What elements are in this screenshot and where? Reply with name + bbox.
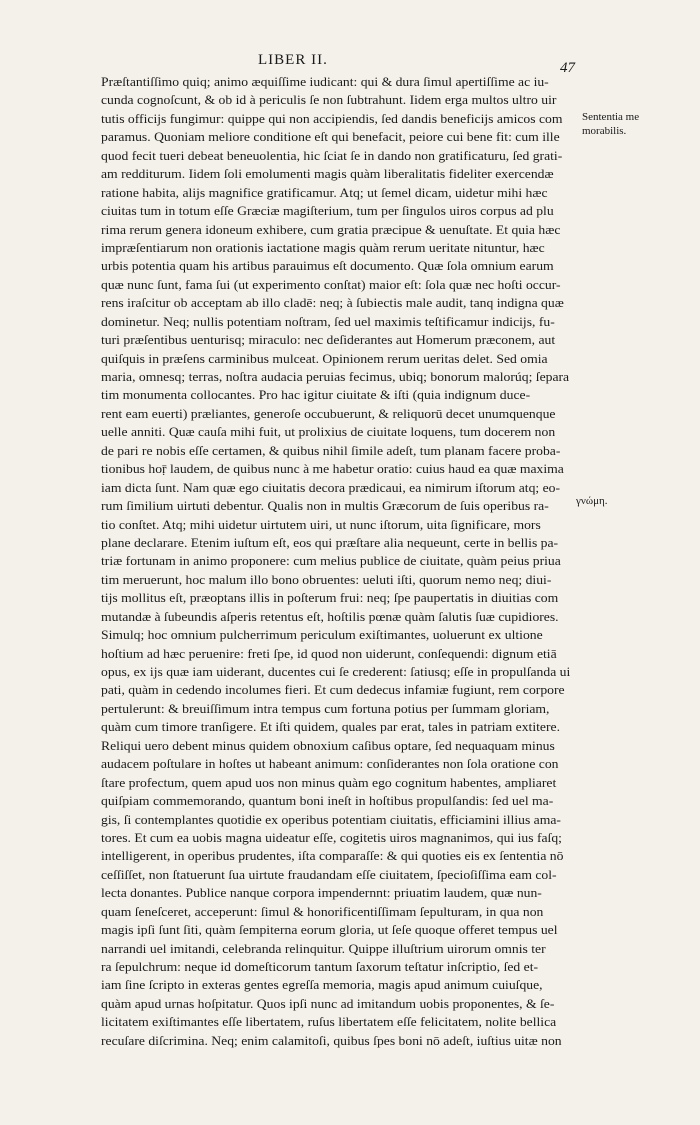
text-line: ratione habita, alijs magnifice gratificamur. Atq; ut ſemel dicam, uidetur mihi hæc [101,185,548,200]
text-line: lecta donantes. Publice nanque corpora impendernnt: priuatim laudem, quæ nun- [101,886,542,901]
margin-note-sententia [582,110,662,138]
margin-note-greek: γνώμη. [576,495,608,507]
text-line: uelle anniti. Quæ cauſa mihi fuit, ut prolixius de ciuitate loquens, tum docerem non [101,425,556,440]
text-line: maria, omnesq; terras, noſtra audacia peruias fecimus, ubiq; bonorum malorúq; ſepara [101,370,570,384]
text-line: paramus. Quoniam meliore conditione eſt qui benefacit, peiore cui bene fit: cum ille [101,130,560,145]
text-line: quæ nunc ſunt, fama ſui (ut experimento conſtat) maior eſt: ſola quæ nec hoſti occur- [101,277,561,292]
text-line: tio conſtet. Atq; mihi uidetur uirtutem uiri, ut nunc iſtorum, uita ſignificare, mors [101,517,541,532]
text-line: iam dicta ſunt. Nam quæ ego ciuitatis decora prædicaui, ea nimirum iſtorum atq; eo- [101,480,561,495]
text-line: pertulerunt: & breuiſſimum intra tempus cum fortuna potius per ſummam gloriam, [101,701,550,716]
text-line: tutis officijs fungimur: quippe qui non accipiendis, ſed dandis beneficijs amicos com [101,111,563,126]
text-line: pati, quàm in cedendo incolumes fieri. Et cum dedecus infamiæ fugiunt, rem corpore [101,683,565,698]
text-line: ceſſiſſet, non ſtatuerunt ſua uirtute fraudandam eſſe ciuitatem, ſpecioſiſſima eam col- [101,867,557,882]
text-line: narrandi uel imitandi, celebranda relinquitur. Quippe illuſtrium uirorum omnis ter [101,941,546,956]
text-line: triæ fortunam in animo proponere: cum melius publice de ciuitate, quàm peius priua [101,554,561,569]
text-line: magis ipſi ſunt ſiti, quàm ſempiterna eorum gloria, ut ſeſe quoque offeret tempus uel [101,923,558,938]
text-line: tijs mollitus eſt, præoptans illis in poſterum frui: neq; ſpe paupertatis in diuitias com [101,591,559,606]
text-line: audacem poſtulare in hoſtes ut habeant animum: conſiderantes non ſola oratione con [101,757,559,772]
text-line: ra ſepulchrum: neque id domeſticorum tantum ſaxorum teſtatur inſcriptio, ſed et- [101,960,539,974]
text-line: tim meruerunt, hoc malum illo bono obruentes: ueluti iſti, quorum nemo neq; diui- [101,572,552,587]
text-line: quam ſeneſceret, acceperunt: ſimul & honorificentiſſimam ſepulturam, in qua non [101,904,544,919]
text-line: gis, ſi contemplantes quotidie ex operibus potentiam ciuitatis, efficiamini illius ama- [101,812,561,827]
text-line: impræſentiarum non orationis iactatione magis quàm rerum ueritate nituntur, hæc [101,240,545,255]
text-line: tionibus hoṝ laudem, de quibus nunc à me habetur oratio: cuius haud ea quæ maxima [101,462,564,477]
text-line: rima rerum genera idoneum exhibere, cum gratia præcipue & uenuſtate. Et quia hæc [101,222,561,237]
text-line: am redditurum. Iidem ſoli emolumenti magis quàm liberalitatis fideliter exercendæ [101,167,554,182]
text-line: quod fecit tueri debeat beneuolentia, hic ſciat ſe in dando non gratificaturu, ſed grati- [101,148,563,163]
running-head: LIBER II. [258,52,328,68]
margin-note-line: Sententia me [582,111,640,123]
text-line: quàm apud urnas hoſpitatur. Quos ipſi nunc ad imitandum uobis proponentes, & ſe- [101,996,555,1011]
text-line: mutandæ à ſubeundis aſperis retentus eſt, hoſtilis pœnæ quàm ſalutis ſuæ cupidiores. [101,609,559,624]
text-line: plane declarare. Etenim iuſtum eſt, eos qui præſtare alia nequeunt, certe in bellis pa- [101,535,559,550]
text-line: dominetur. Neq; nullis potentiam noſtram, ſed uel maximis teſtificamur indicijs, fu- [101,314,555,329]
text-line: Præſtantiſſimo quiq; animo æquiſſime iudicant: qui & dura ſimul apertiſſime ac iu- [101,75,549,89]
page-header [0,52,700,74]
text-line: Reliqui uero debent minus quidem obnoxium caſibus optare, ſed nequaquam minus [101,738,555,753]
text-line: licitatem exiſtimantes eſſe libertatem, ruſus libertatem eſſe felicitatem, nolite bellica [101,1015,557,1030]
text-line: de pari re nobis eſſe certamen, & quibus nihil ſimile adeſt, tum planam facere proba- [101,443,561,458]
text-line: rens iraſcitur ob acceptam ab illo cladē: neq; à ſubiectis male audit, tanq indigna quæ [101,296,564,311]
text-line: rent eam euerti) præliantes, generoſe occubuerunt, & reliquorū decet unumquenque [101,406,556,421]
text-line: quiſquis in præſens carminibus mulceat. Opinionem rerum ueritas delet. Sed omia [101,351,548,366]
text-line: cunda cognoſcunt, & ob id à periculis ſe non ſubtrahunt. Iidem erga multos ultro uir [101,93,557,108]
text-line: turi præſentibus uenturisq; miraculo: nec deſiderantes aut Homerum præconem, aut [101,333,556,348]
text-line: intelligerent, in operibus prudentes, iſta comparaſſe: & qui quoties eis ex ſententia nō [101,849,564,864]
text-line: ſtare profectum, quem apud uos non minus quàm ego cognitum habentes, ampliaret [101,775,557,790]
text-line: Simulq; hoc omnium pulcherrimum periculum exiſtimantes, uoluerunt ex ultione [101,628,543,643]
text-line: tim monumenta collocantes. Pro hac igitur ciuitate & iſti (quia indignum duce- [101,388,531,403]
text-line: recuſare diſcrimina. Neq; enim calamitoſi, quibus ſpes boni nō adeſt, iuſtius uitæ non [101,1033,562,1048]
text-line: rum ſimilium uirtuti debentur. Qualis non in multis Græcorum de ſuis operibus ra- [101,499,549,514]
margin-note-line: morabilis. [582,125,627,137]
text-line: opus, ex ijs quæ iam uiderant, ducentes cui ſe crederent: ſatiusq; eſſe in propulſanda ui [101,665,571,679]
text-line: quàm cum timore tranſigere. Et iſti quidem, quales par erat, tales in patriam extitere. [101,720,561,735]
text-line: hoſtium ad hæc peruenire: freti ſpe, id quod non uiderunt, conſequendi: dignum etiā [101,646,557,661]
body-text [101,73,575,1050]
text-line: quiſpiam commemorando, quantum boni ineſt in hoſtibus propulſandis: ſed uel ma- [101,794,554,809]
text-line: iam ſine ſcripto in exteras gentes egreſſa memoria, magis apud animum cuiuſque, [101,978,543,993]
page-number: 47 [560,60,575,76]
text-line: urbis potentia quam his artibus parauimus eſt documento. Quæ ſola omnium earum [101,259,554,274]
text-line: tores. Et cum ea uobis magna uideatur eſſe, cogitetis uiros magnanimos, qui ius faſq; [101,830,562,845]
text-line: ciuitas tum in totum eſſe Græciæ magiſterium, tum per ſingulos uiros corpus ad plu [101,204,554,219]
